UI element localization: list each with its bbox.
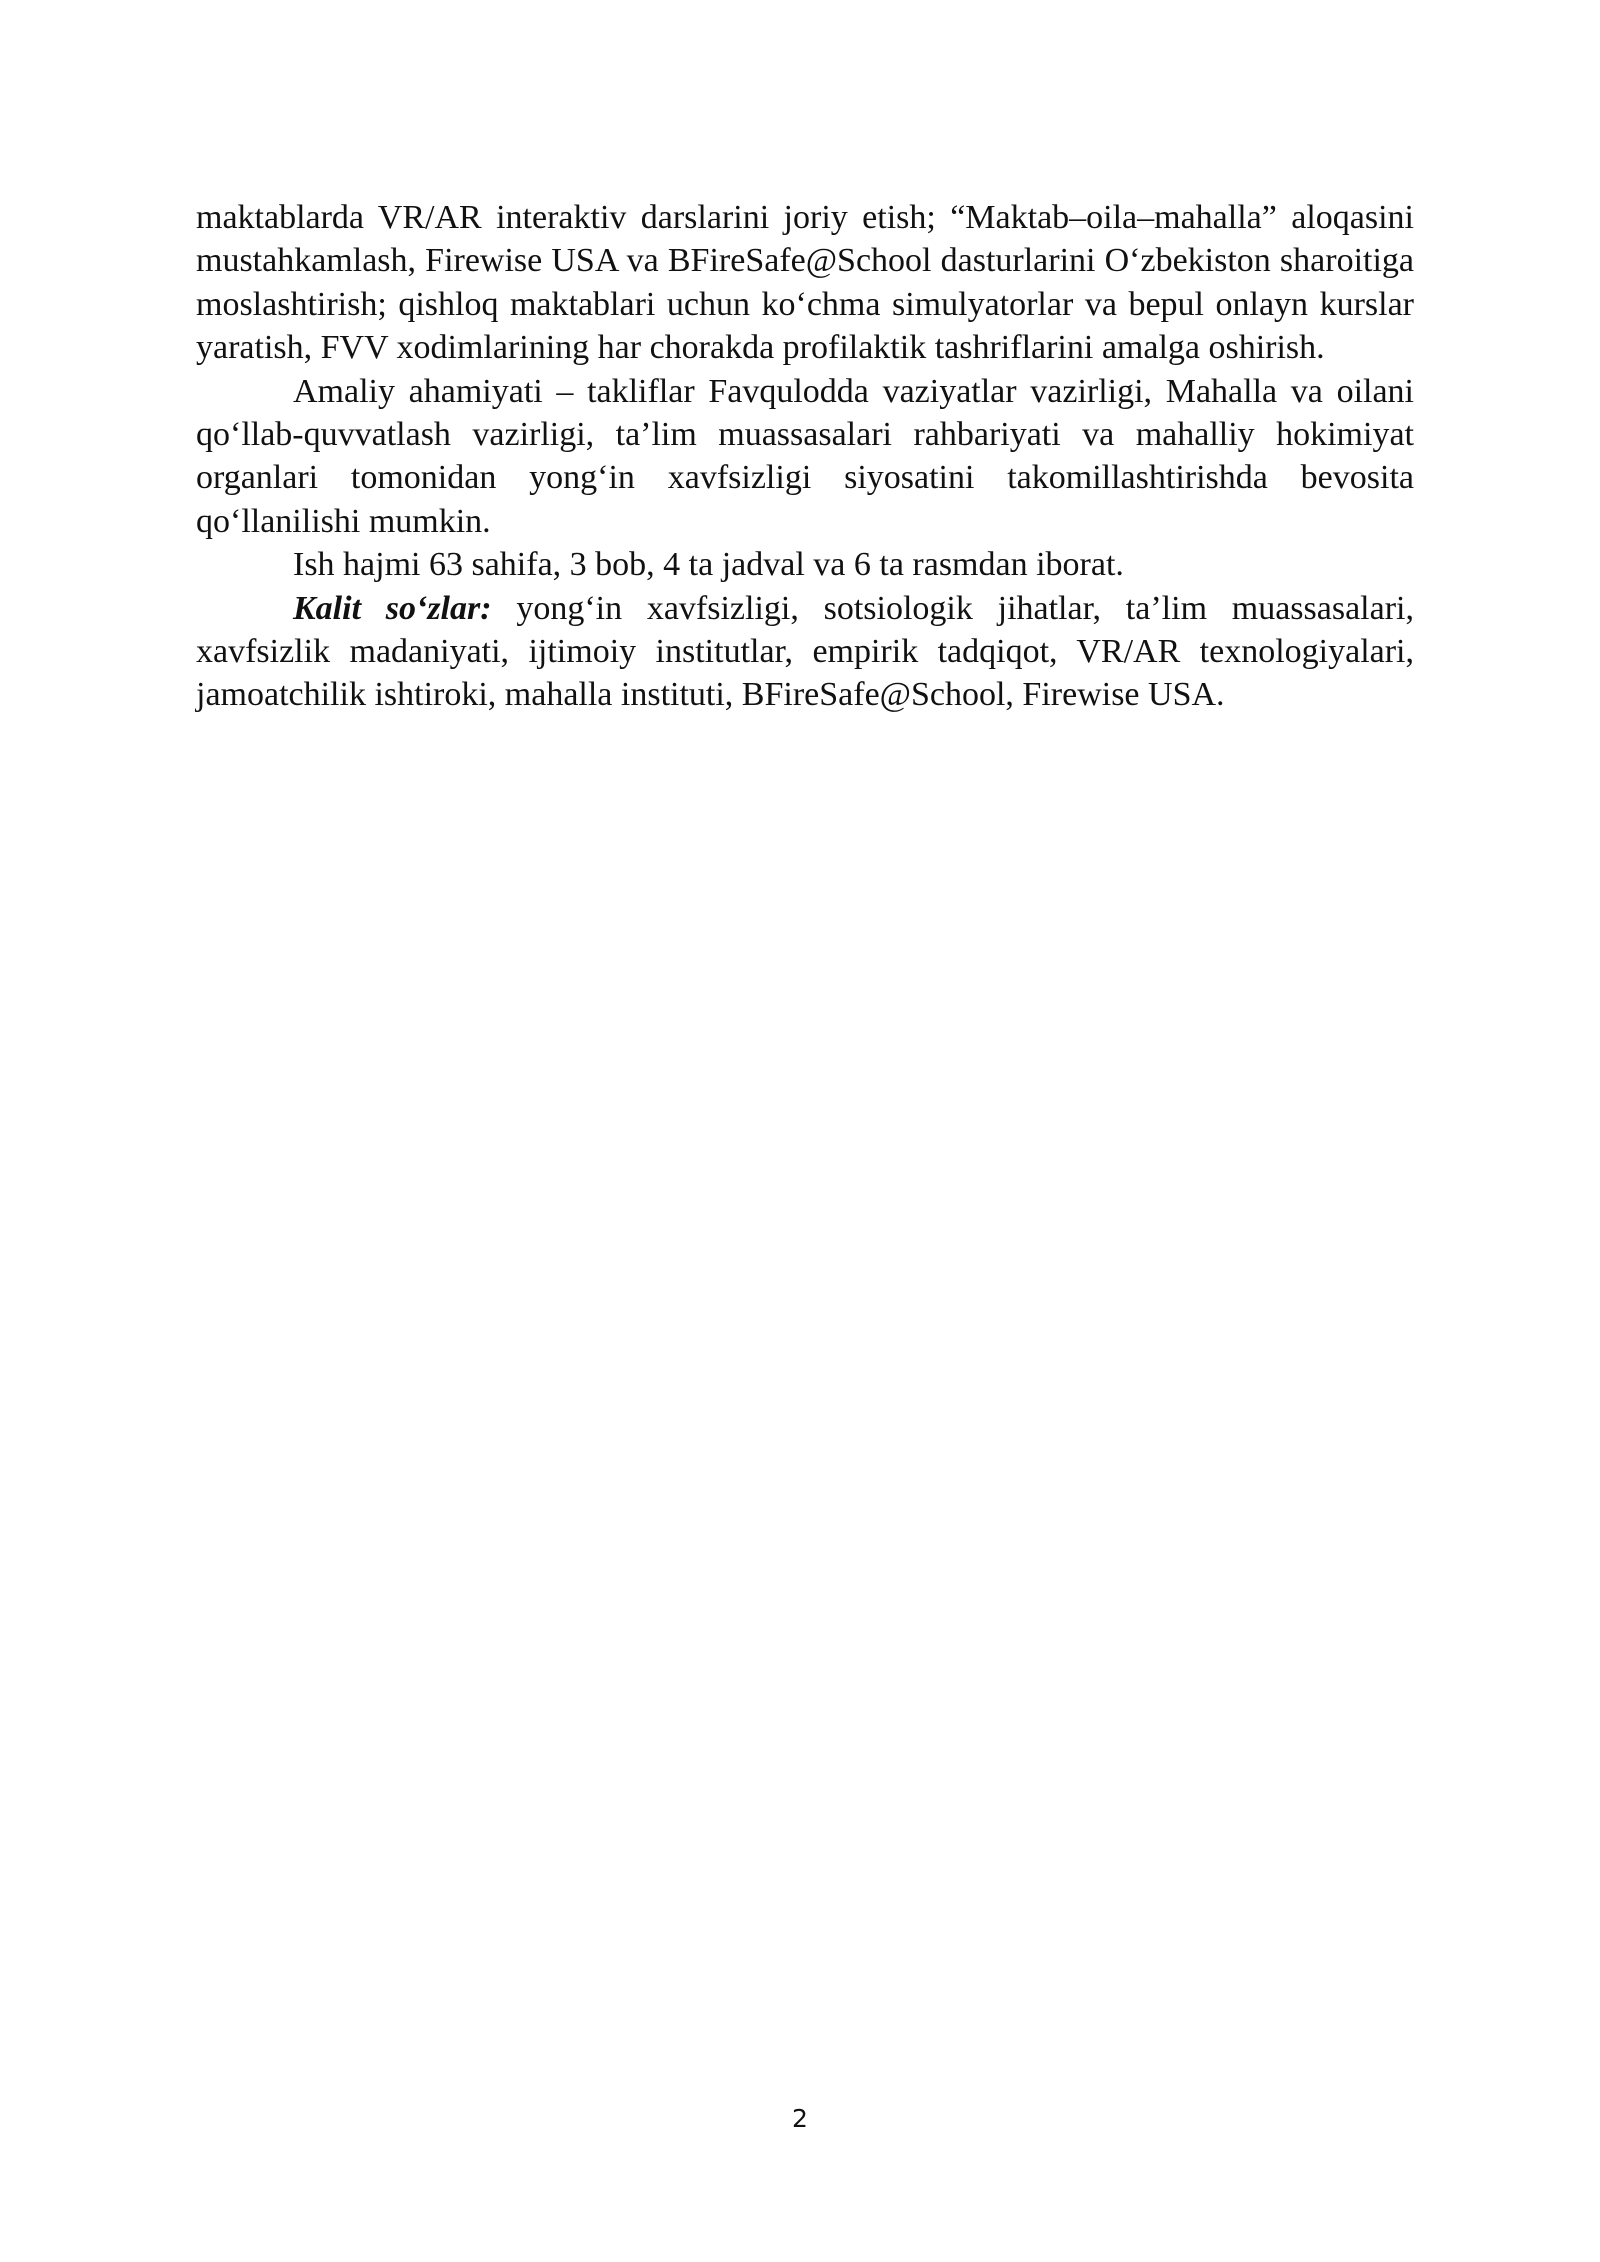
paragraph-practical-significance: Amaliy ahamiyati – takliflar Favqulodda vaziyatlar vazirligi, Mahalla va oilani qo‘llab-quvvatlash vazirligi, ta’lim muassasalari rahbariyati va mahalliy hokimiyat organlari tomonidan yong‘in xavfsizligi siyosatini takomillashtirishda bevosita qo‘llanilishi mumkin.	[196, 372, 1414, 540]
paragraph-keywords	[196, 587, 1414, 717]
page-number: 2	[792, 2104, 808, 2133]
body-text	[196, 196, 1414, 717]
paragraph-work-volume: Ish hajmi 63 sahifa, 3 bob, 4 ta jadval va 6 ta rasmdan iborat.	[293, 546, 1124, 584]
paragraph-recommendations: maktablarda VR/AR interaktiv darslarini joriy etish; “Maktab–oila–mahalla” aloqasini mustahkamlash, Firewise USA va BFireSafe@School dasturlarini O‘zbekiston sharoitiga moslashtirish; qishloq maktablari uchun ko‘chma simulyatorlar va bepul onlayn kurslar yaratish, FVV xodimlarining har chorakda profilaktik tashriflarini amalga oshirish.	[196, 199, 1414, 367]
keywords-label: Kalit so‘zlar:	[293, 589, 492, 627]
keywords-text: yong‘in xavfsizligi, sotsiologik jihatlar, ta’lim muassasalari, xavfsizlik madaniyati, ijtimoiy institutlar, empirik tadqiqot, VR/AR texnologiyalari, jamoatchilik ishtiroki, mahalla instituti, BFireSafe@School, Firewise USA.	[196, 589, 1414, 714]
